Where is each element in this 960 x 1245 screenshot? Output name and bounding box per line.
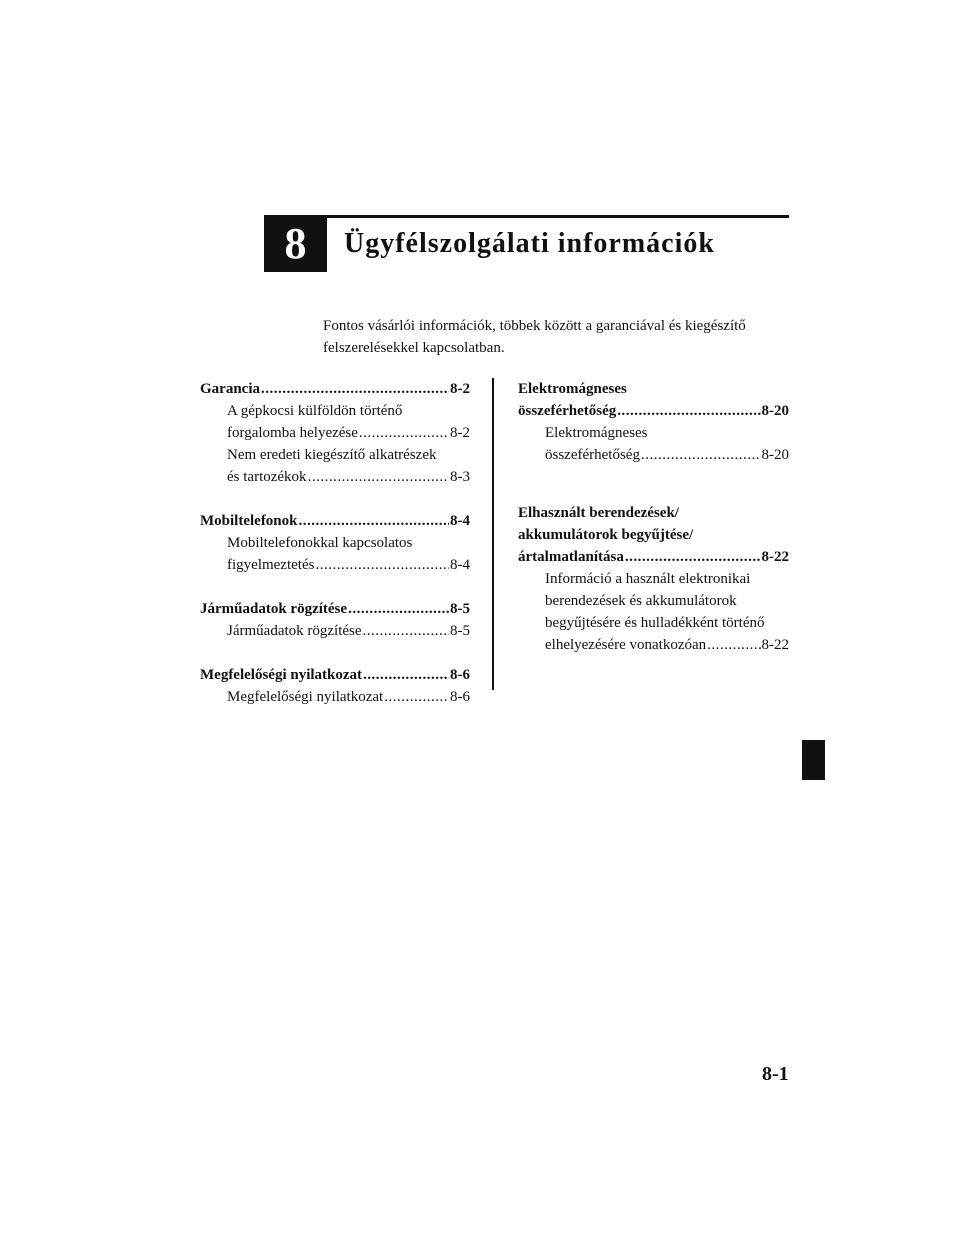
- toc-page-ref: 8-2: [450, 381, 470, 397]
- chapter-title: Ügyfélszolgálati információk: [344, 228, 715, 259]
- toc-entry-mobil[interactable]: [200, 510, 470, 532]
- toc-page-ref: 8-20: [761, 403, 789, 419]
- toc-subentry-last-line: [227, 686, 470, 708]
- chapter-number-box: [264, 215, 327, 272]
- leader-dots: [359, 422, 449, 444]
- toc-page-ref: 8-6: [450, 689, 470, 705]
- toc-entry-label: Garancia: [200, 381, 260, 397]
- leader-dots: [641, 444, 761, 466]
- leader-dots: [308, 466, 449, 488]
- toc-page-ref: 8-22: [761, 637, 789, 653]
- toc-page-ref: 8-5: [450, 601, 470, 617]
- chapter-number: 8: [284, 219, 307, 268]
- intro-line: felszerelésekkel kapcsolatban.: [323, 340, 505, 356]
- toc-page-ref: 8-5: [450, 623, 470, 639]
- toc-entry-line: akkumulátorok begyűjtése/: [518, 527, 694, 543]
- leader-dots: [707, 634, 760, 656]
- toc-subentry-label: Járműadatok rögzítése: [227, 623, 362, 639]
- leader-dots: [348, 598, 449, 620]
- toc-page-ref: 8-22: [761, 549, 789, 565]
- toc-subentry-line: A gépkocsi külföldön történő: [227, 403, 403, 419]
- toc-entry-label: Mobiltelefonok: [200, 513, 298, 529]
- toc-entry-label: összeférhetőség: [518, 403, 617, 419]
- toc-subentry-last-line: [227, 466, 470, 488]
- toc-subentry-last-line: [227, 620, 470, 642]
- toc-subentry-label: elhelyezésére vonatkozóan: [545, 637, 707, 653]
- toc-subentry[interactable]: [200, 686, 470, 708]
- toc-page-ref: 8-4: [450, 557, 470, 573]
- toc-entry-elhasznalt[interactable]: [518, 502, 789, 568]
- toc-subentry[interactable]: [200, 444, 470, 488]
- toc-entry-line: Elhasznált berendezések/: [518, 505, 679, 521]
- toc-subentry-last-line: [545, 634, 789, 656]
- column-divider: [492, 378, 494, 690]
- intro-line: Fontos vásárlói információk, többek között a garanciával és kiegészítő: [323, 318, 746, 334]
- toc-entry-elektro[interactable]: [518, 378, 789, 422]
- toc-section-garancia: [200, 378, 470, 488]
- toc-section-elektro: [518, 378, 789, 466]
- toc-left-column: [200, 378, 470, 730]
- toc-entry-label: Járműadatok rögzítése: [200, 601, 348, 617]
- toc-subentry-last-line: [227, 422, 470, 444]
- chapter-intro: [323, 315, 793, 359]
- toc-subentry-line: Mobiltelefonokkal kapcsolatos: [227, 535, 413, 551]
- toc-subentry[interactable]: [200, 620, 470, 642]
- leader-dots: [261, 378, 449, 400]
- toc-subentry[interactable]: [518, 422, 789, 466]
- toc-page-ref: 8-20: [761, 447, 789, 463]
- page-number: 8-1: [762, 1063, 789, 1085]
- leader-dots: [617, 400, 760, 422]
- leader-dots: [363, 620, 449, 642]
- toc-subentry-last-line: [227, 554, 470, 576]
- toc-page-ref: 8-2: [450, 425, 470, 441]
- leader-dots: [384, 686, 449, 708]
- toc-page-ref: 8-3: [450, 469, 470, 485]
- toc-entry-line: Elektromágneses: [518, 381, 627, 397]
- toc-subentry-line: Nem eredeti kiegészítő alkatrészek: [227, 447, 437, 463]
- toc-section-mobil: [200, 510, 470, 576]
- toc-subentry-line: Elektromágneses: [545, 425, 648, 441]
- toc-entry-last-line: [518, 546, 789, 568]
- toc-subentry-label: és tartozékok: [227, 469, 307, 485]
- toc-entry-label: ártalmatlanítása: [518, 549, 624, 565]
- toc-subentry-last-line: [545, 444, 789, 466]
- toc-subentry-line: berendezések és akkumulátorok: [545, 593, 737, 609]
- toc-subentry-label: figyelmeztetés: [227, 557, 315, 573]
- toc-right-column: [518, 378, 789, 678]
- leader-dots: [299, 510, 450, 532]
- toc-section-megfelel: [200, 664, 470, 708]
- toc-section-jarmu: [200, 598, 470, 642]
- toc-entry-label: Megfelelőségi nyilatkozat: [200, 667, 363, 683]
- toc-entry-jarmu[interactable]: [200, 598, 470, 620]
- toc-entry-last-line: [518, 400, 789, 422]
- toc-section-elhasznalt: [518, 502, 789, 656]
- toc-page-ref: 8-6: [450, 667, 470, 683]
- toc-subentry-label: összeférhetőség: [545, 447, 640, 463]
- toc-page-ref: 8-4: [450, 513, 470, 529]
- toc-entry-garancia[interactable]: [200, 378, 470, 400]
- leader-dots: [363, 664, 449, 686]
- toc-entry-megfelel[interactable]: [200, 664, 470, 686]
- leader-dots: [625, 546, 761, 568]
- chapter-side-tab: [802, 740, 825, 780]
- toc-subentry[interactable]: [200, 400, 470, 444]
- leader-dots: [315, 554, 449, 576]
- toc-subentry-label: Megfelelőségi nyilatkozat: [227, 689, 384, 705]
- toc-subentry[interactable]: [200, 532, 470, 576]
- toc-subentry-line: begyűjtésére és hulladékként történő: [545, 615, 765, 631]
- toc-subentry-label: forgalomba helyezése: [227, 425, 358, 441]
- title-rule: [327, 215, 789, 218]
- toc-subentry[interactable]: [518, 568, 789, 656]
- toc-subentry-line: Információ a használt elektronikai: [545, 571, 751, 587]
